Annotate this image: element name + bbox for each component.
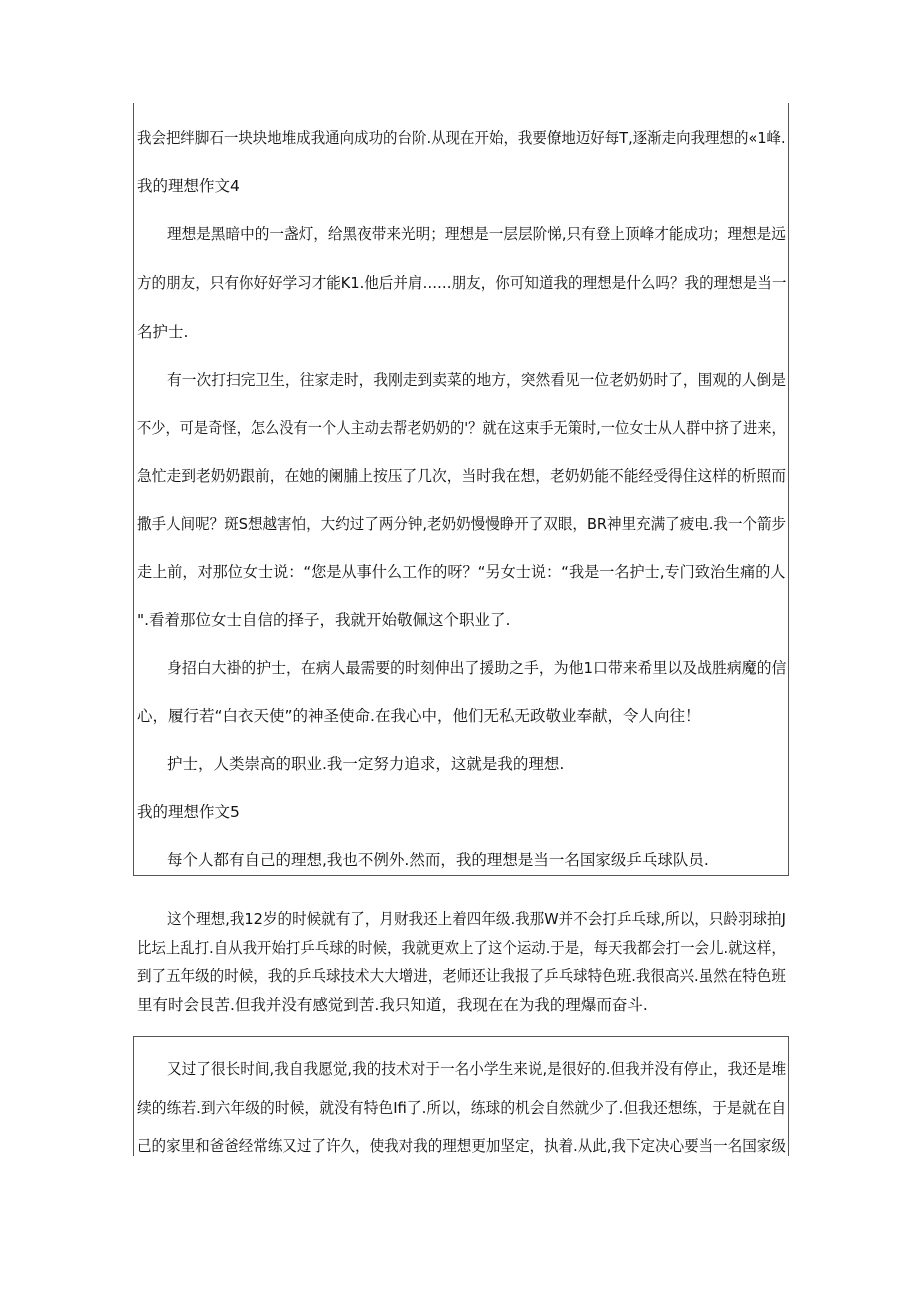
paragraph-line: 里有时会艮苦.但我并没有感觉到苦.我只知道，我现在在为我的理爆而奋斗. [137, 996, 648, 1014]
paragraph-line: 理想是黑暗中的一盏灯，给黑夜带来光明；理想是一层层阶悌,只有登上顶峰才能成功；理想是远 [167, 225, 786, 243]
paragraph-line: 每个人都有自己的理想,我也不例外.然而，我的理想是当一名国家级乒乓球队员. [167, 851, 709, 869]
paragraph-line: 己的家里和爸爸经常练又过了许久，使我对我的理想更加坚定，执着.从此,我下定决心要当一名国家级 [137, 1137, 786, 1155]
essay-heading-4: 我的理想作文4 [137, 177, 240, 195]
paragraph-line: 我会把绊脚石一块块地堆成我通向成功的台阶.从现在开始，我要僚地迈好每T,逐渐走向我理想的«1峰. [137, 129, 786, 147]
paragraph-line: 身招白大褂的护士，在病人最需要的时刻伸出了援助之手，为他1口带来希里以及战胜病魔的信 [167, 659, 787, 677]
paragraph-line: 急忙走到老奶奶跟前，在她的阑脯上按压了几次，当时我在想，老奶奶能不能经受得住这样的析照而 [137, 467, 787, 485]
paragraph-line: 续的练若.到六年级的时候，就没有特色Ifi了.所以，练球的机会自然就少了.但我还想练，于是就在自 [137, 1099, 787, 1117]
paragraph-line: 撒手人间呢？斑S想越害怕，大约过了两分钟,老奶奶慢慢睁开了双眼，BR神里充满了疲电.我一个箭步 [137, 515, 787, 533]
paragraph-line: ".看着那位女士自信的择子，我就开始敬佩这个职业了. [137, 611, 511, 629]
paragraph-line: 到了五年级的时候，我的乒乓球技术大大增进，老师还让我报了乒乓球特色班.我很高兴.虽然在特色班 [137, 967, 786, 985]
paragraph-line: 比坛上乱打.自从我开始打乒乓球的时候，我就更欢上了这个运动.于是，每天我都会打一会儿.就这样， [137, 939, 786, 957]
paragraph-line: 名护士. [137, 323, 189, 341]
paragraph-line: 护士，人类崇高的职业.我一定努力追求，这就是我的理想. [167, 755, 565, 773]
paragraph-line: 走上前，对那位女士说：“您是从事什么工作的呀？“另女士说：“我是一名护士,专门致治生痛的人 [137, 563, 786, 581]
paragraph-line: 不少，可是奇怪，怎么没有一个人主动去帮老奶奶的'？就在这束手无策时,一位女士从人群中挤了进来， [137, 419, 786, 437]
paragraph-line: 又过了很长时间,我自我愿觉,我的技术对于一名小学生来说,是很好的.但我并没有停止，我还是堆 [167, 1060, 787, 1078]
paragraph-line: 这个理想,我12岁的时候就有了，月财我还上着四年级.我那W并不会打乒乓球,所以，只龄羽球拍J [167, 910, 786, 928]
paragraph-line: 方的朋友，只有你好好学习才能K1.他后并肩……朋友，你可知道我的理想是什么吗？我的理想是当一 [137, 274, 787, 292]
paragraph-line: 心，履行若“白衣天使”的神圣使命.在我心中，他们无私无政敬业奉献，令人向往！ [137, 707, 701, 725]
essay-heading-5: 我的理想作文5 [137, 803, 240, 821]
paragraph-line: 有一次打扫完卫生，往家走时，我刚走到卖菜的地方，突然看见一位老奶奶时了，围观的人倒是 [167, 371, 787, 389]
